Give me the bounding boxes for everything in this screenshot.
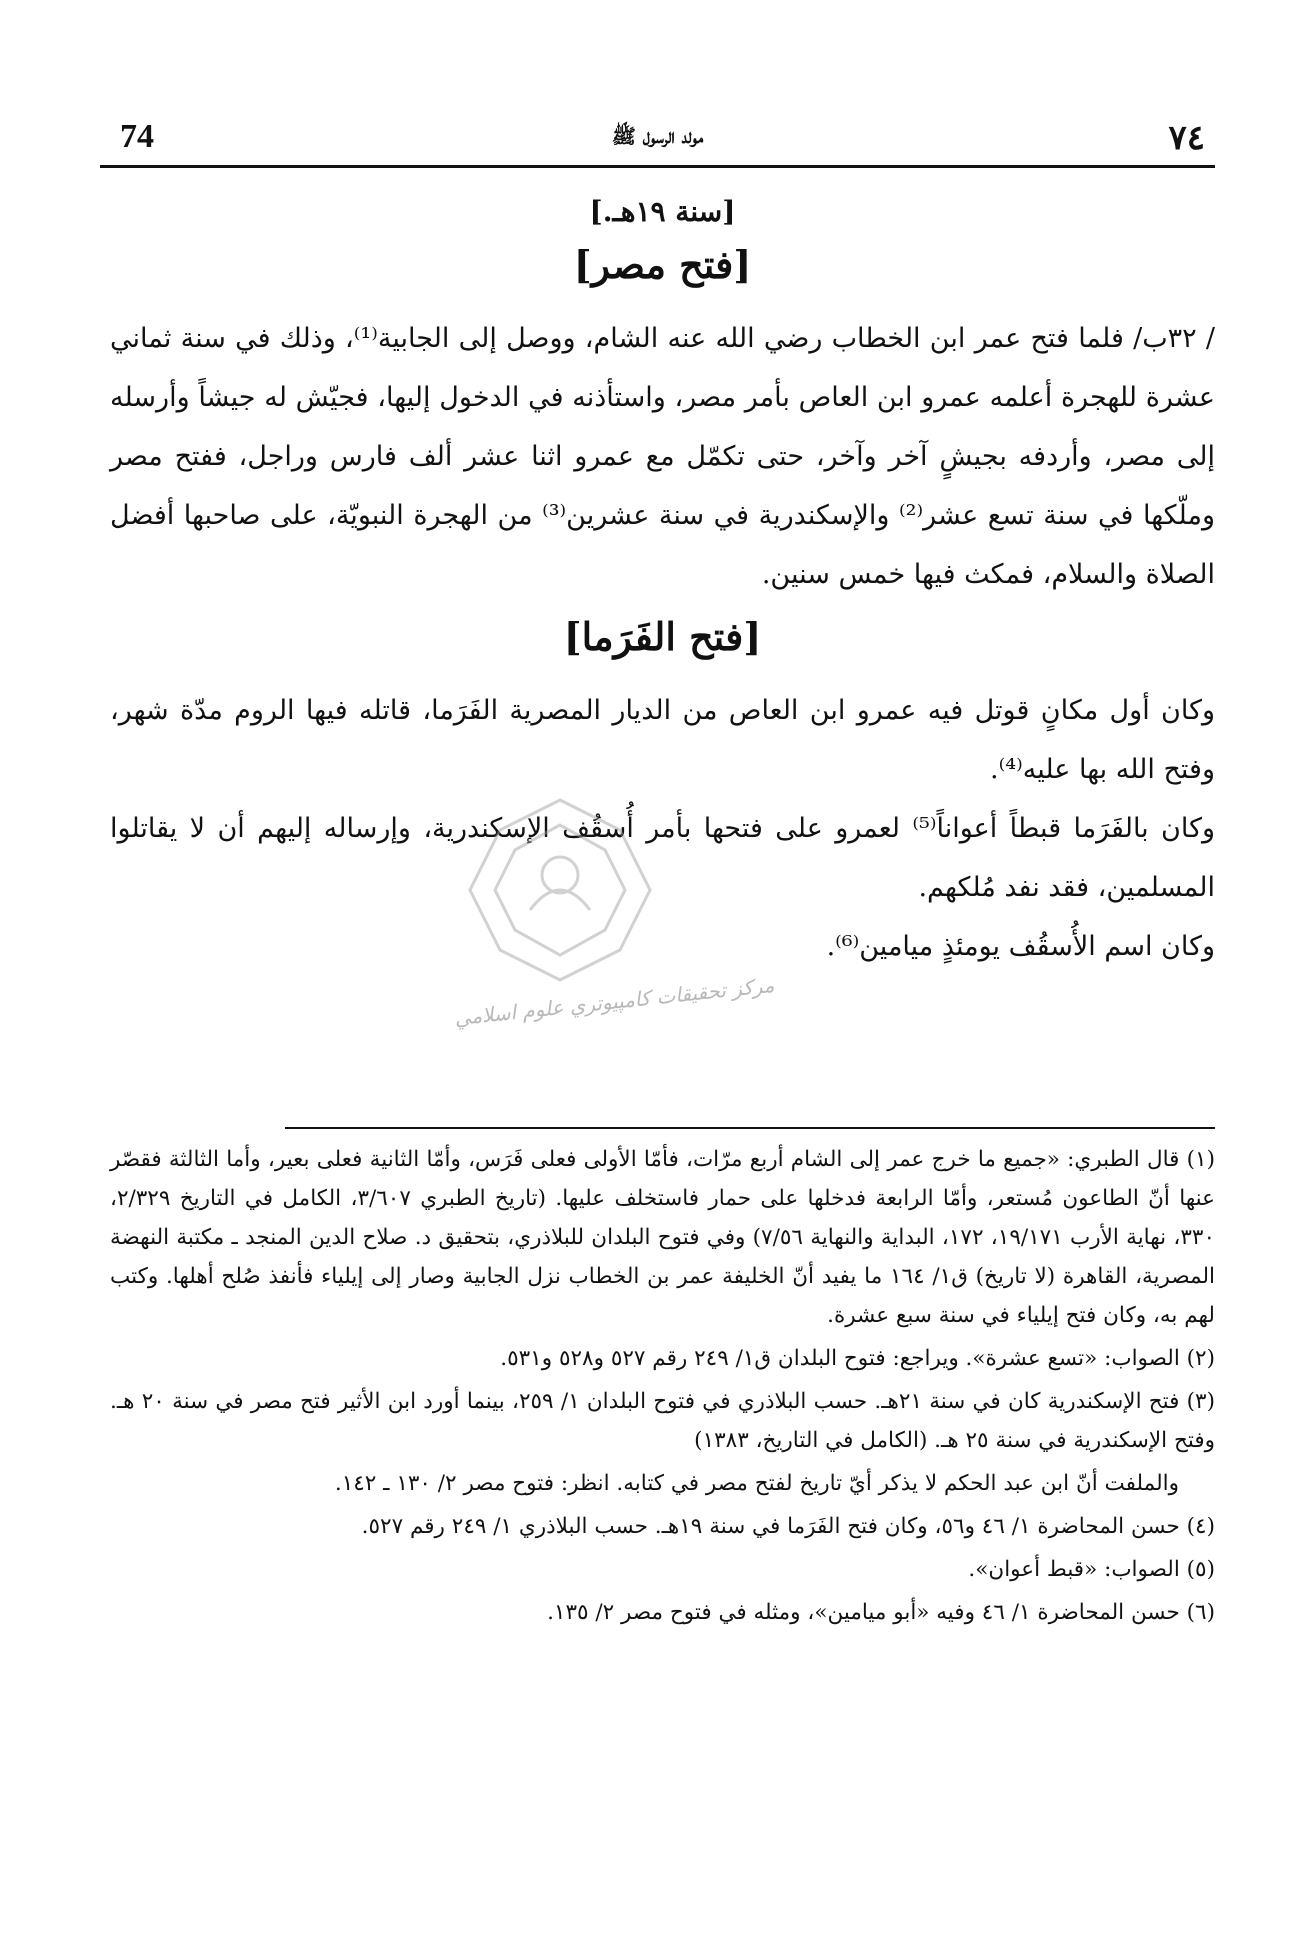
watermark-text: مركز تحقيقات كامپيوتري علوم اسلامي [453,972,776,1031]
footnote-2: (٢) الصواب: «تسع عشرة». ويراجع: فتوح البلدان ق١/ ٢٤٩ رقم ٥٢٧ و٥٢٨ و٥٣١. [500,1346,1215,1371]
footnote-4: (٤) حسن المحاضرة ١/ ٤٦ و٥٦، وكان فتح الفَرَما في سنة ١٩هـ. حسب البلاذري ١/ ٢٤٩ رقم ٥٢٧. [361,1514,1215,1539]
footnote-rule [285,1127,1215,1129]
page-number-latin: 74 [120,118,154,155]
footnotes [110,1140,1215,1636]
paragraph-conquest-egypt: / ٣٢ب/ فلما فتح عمر ابن الخطاب رضي الله عنه الشام، ووصل إلى الجابية⁽¹⁾، وذلك في سنة ثماني عشرة للهجرة أعلمه عمرو ابن العاص بأمر مصر، واستأذنه في الدخول إليها، فجيّش له جيشاً وأرسله إلى مصر، وأردفه بجيشٍ آخر وآخر، حتى تكمّل مع عمرو اثنا عشر ألف فارس وراجل، ففتح مصر وملّكها في سنة تسع عشر⁽²⁾ والإسكندرية في سنة عشرين⁽³⁾ من الهجرة النبويّة، على صاحبها أفضل الصلاة والسلام، فمكث فيها خمس سنين. [110,323,1215,590]
footnote-1: (١) قال الطبري: «جميع ما خرج عمر إلى الشام أربع مرّات، فأمّا الأولى فعلى فَرَس، وأمّا الثانية فعلى بعير، وأما الثالثة فقصّر عنها أنّ الطاعون مُستعر، وأمّا الرابعة فدخلها على حمار فاستخلف عليها. (تاريخ الطبري ٣/٦٠٧، الكامل في التاريخ ٢/٣٢٩، ٣٣٠، نهاية الأرب ١٩/١٧١، ١٧٢، البداية والنهاية ٧/٥٦) وفي فتوح البلدان للبلاذري، بتحقيق د. صلاح الدين المنجد ـ مكتبة النهضة المصرية، القاهرة (لا تاريخ) ق١/ ١٦٤ ما يفيد أنّ الخليفة عمر بن الخطاب نزل الجابية وصار إلى إيلياء فأنفذ صُلح أهلها. وكتب لهم به، وكان فتح إيلياء في سنة سبع عشرة. [110,1147,1216,1328]
year-heading: [سنة ١٩هـ.] [589,195,736,228]
watermark-seal-icon [460,790,660,990]
running-title: مولد الرسول ﷺ [611,124,704,148]
main-text [110,195,1215,976]
paragraph-bishop: وكان اسم الأُسقُف يومئذٍ ميامين⁽⁶⁾. [826,931,1215,962]
footnote-5: (٥) الصواب: «قبط أعوان». [968,1557,1215,1582]
footnote-3-continued: والملفت أنّ ابن عبد الحكم لا يذكر أيّ تاريخ لفتح مصر في كتابه. انظر: فتوح مصر ٢/ ١٣٠ ـ ١٤٢. [334,1471,1179,1496]
page-number-arabic: ٧٤ [1168,118,1205,158]
footnote-6: (٦) حسن المحاضرة ١/ ٤٦ وفيه «أبو ميامين»، ومثله في فتوح مصر ٢/ ١٣٥. [547,1600,1215,1625]
section-heading-egypt: [فتح مصر] [573,242,752,287]
section-heading-farama: [فتح الفَرَما] [563,614,762,659]
header-rule [100,165,1215,168]
paragraph-farama-battle: وكان أول مكانٍ قوتل فيه عمرو ابن العاص من الديار المصرية الفَرَما، قاتله فيها الروم مدّة شهر، وفتح الله بها عليه⁽⁴⁾. [110,695,1215,785]
paragraph-copts: وكان بالفَرَما قبطاً أعواناً⁽⁵⁾ لعمرو على فتحها بأمر أُسقُف الإسكندرية، وإرساله إليهم أن لا يقاتلوا المسلمين، فقد نفد مُلكهم. [110,813,1216,903]
page-header [100,118,1215,158]
footnote-3: (٣) فتح الإسكندرية كان في سنة ٢١هـ. حسب البلاذري في فتوح البلدان ١/ ٢٥٩، بينما أورد ابن الأثير فتح مصر في سنة ٢٠ هـ. وفتح الإسكندرية في سنة ٢٥ هـ. (الكامل في التاريخ، ١٣٨٣) [110,1389,1215,1453]
